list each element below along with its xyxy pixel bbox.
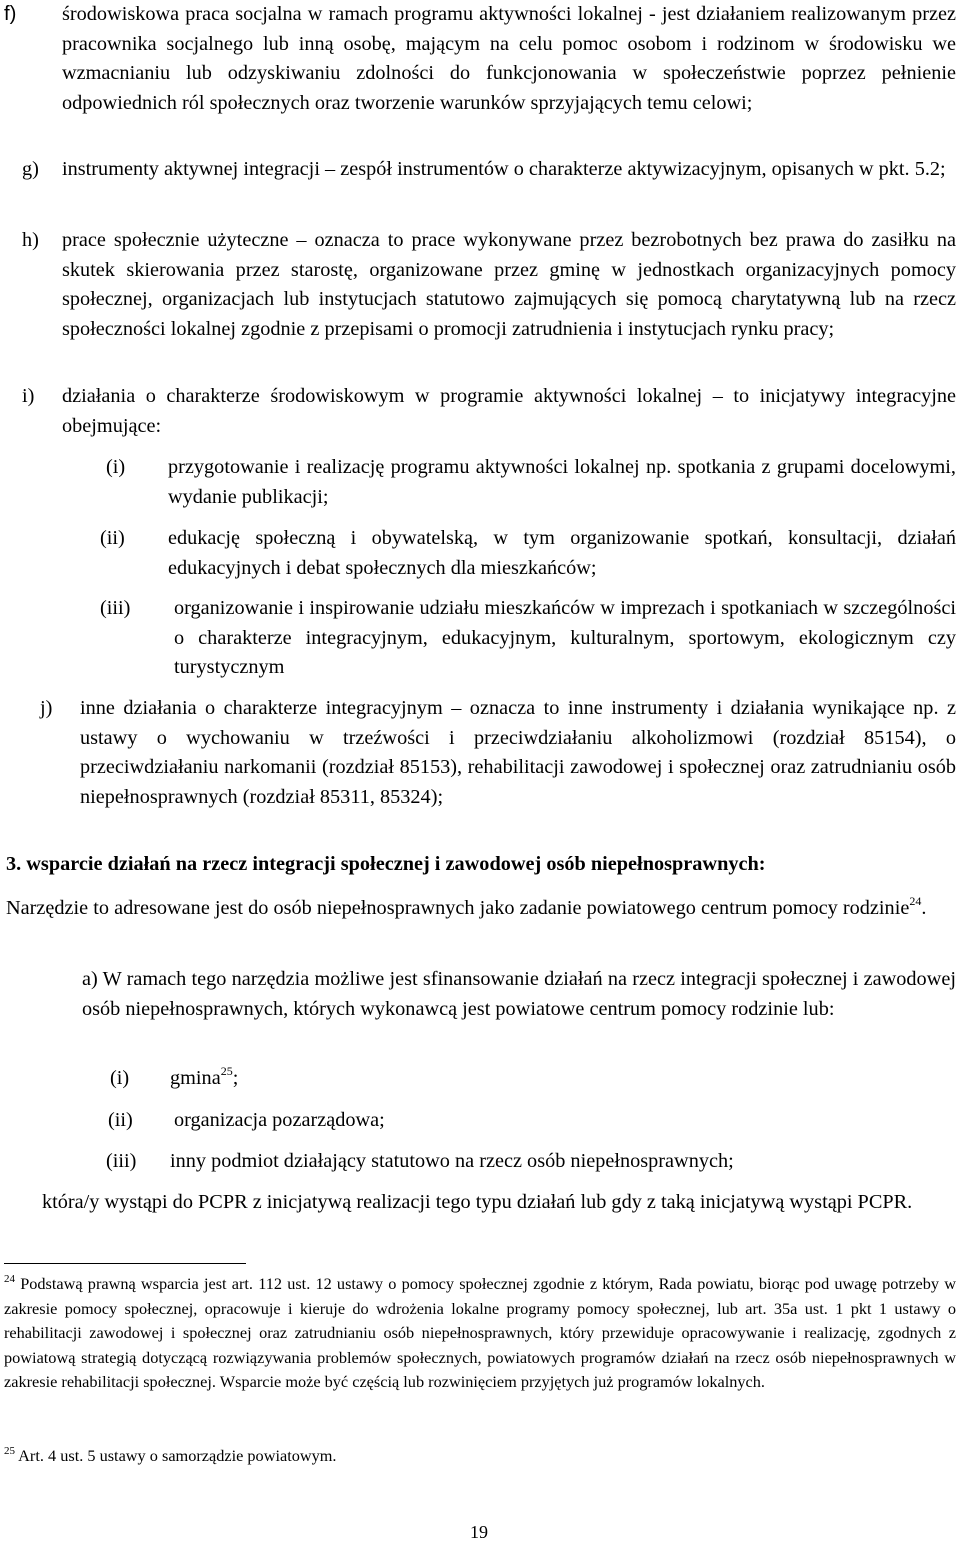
item-g-label: g) [22, 158, 39, 180]
section-3-intro [6, 894, 956, 924]
footnote-24 [4, 1272, 956, 1395]
item-i-label: i) [22, 385, 35, 407]
footnote-ref-24: 24 [909, 894, 922, 908]
item-f-text: środowiskowa praca socjalna w ramach programu aktywności lokalnej - jest działaniem realizowanym przez pracownika socjalnego lub inną osobę, mającym na celu pomoc osobom i rodzinom w środowisku we wzmacnianiu lub odzyskiwaniu zdolności do funkcjonowania w społeczeństwie poprzez pełnienie odpowiednich ról społecznych oraz tworzenie warunków sprzyjających temu celowi; [62, 3, 956, 114]
item-i-sub2-text: edukację społeczną i obywatelską, w tym organizowanie spotkań, konsultacji, działań edukacyjnych i debat społecznych dla mieszkańców; [168, 527, 956, 579]
option-1-body: gmina [170, 1067, 221, 1089]
footnote-25 [4, 1444, 956, 1469]
footnote-ref-25: 25 [220, 1064, 233, 1078]
item-i-sub3-text: organizowanie i inspirowanie udziału mieszkańców w imprezach i spotkaniach w szczególności o charakterze integracyjnym, edukacyjnym, kulturalnym, sportowym, ekologicznym czy turystycznym [174, 597, 956, 678]
item-i-sub2-label: (ii) [100, 527, 125, 549]
footnote-25-text: Art. 4 ust. 5 ustawy o samorządzie powiatowym. [18, 1446, 337, 1465]
item-j-text: inne działania o charakterze integracyjnym – oznacza to inne instrumenty i działania wynikające np. z ustawy o wychowaniu w trzeźwości i przeciwdziałaniu alkoholizmowi (rozdział 85154), o przeciwdziałaniu narkomanii (rozdział 85153), rehabilitacji zawodowej i społecznej oraz zatrudnianiu osób niepełnosprawnych (rozdział 85311, 85324); [80, 697, 956, 808]
item-i-sub1-label: (i) [106, 456, 126, 478]
section-3-intro-text: Narzędzie to adresowane jest do osób niepełnosprawnych jako zadanie powiatowego centrum pomocy rodzinie [6, 897, 910, 919]
option-1-end: ; [232, 1067, 239, 1089]
item-f-label: f) [4, 3, 17, 25]
section-3-closing: która/y wystąpi do PCPR z inicjatywą realizacji tego typu działań lub gdy z taką inicjatywą wystąpi PCPR. [42, 1191, 913, 1213]
item-j-label: j) [40, 697, 53, 719]
item-h-text: prace społecznie użyteczne – oznacza to prace wykonywane przez bezrobotnych bez prawa do zasiłku na skutek skierowania przez starostę, organizowane przez gminę w jednostkach organizacyjnych pomocy społecznej, organizacjach lub instytucjach statutowo zajmujących się pomocą charytatywną lub na rzecz społeczności lokalnej zgodnie z przepisami o promocji zatrudnienia i instytucjach rynku pracy; [62, 229, 956, 340]
item-i-sub1-text: przygotowanie i realizację programu aktywności lokalnej np. spotkania z grupami docelowymi, wydanie publikacji; [168, 456, 956, 508]
section-3-intro-end: . [921, 897, 927, 919]
option-3-label: (iii) [106, 1150, 137, 1172]
option-3-text: inny podmiot działający statutowo na rzecz osób niepełnosprawnych; [170, 1150, 734, 1172]
item-i-sub3-label: (iii) [100, 597, 131, 619]
section-3-a-body: a) W ramach tego narzędzia możliwe jest sfinansowanie działań na rzecz integracji społecznej i zawodowej osób niepełnosprawnych, których wykonawcą jest powiatowe centrum pomocy rodzinie lub: [82, 968, 956, 1020]
section-3-a-text [82, 965, 956, 1024]
item-g-text: instrumenty aktywnej integracji – zespół instrumentów o charakterze aktywizacyjnym, opisanych w pkt. 5.2; [62, 158, 946, 180]
section-3-heading: 3. wsparcie działań na rzecz integracji społecznej i zawodowej osób niepełnosprawnych: [6, 853, 766, 875]
item-i-text: działania o charakterze środowiskowym w programie aktywności lokalnej – to inicjatywy integracyjne obejmujące: [62, 385, 956, 437]
option-2-label: (ii) [108, 1109, 133, 1131]
footnote-separator [4, 1263, 246, 1264]
option-1-text [170, 1064, 238, 1094]
option-2-text: organizacja pozarządowa; [174, 1109, 385, 1131]
item-h-label: h) [22, 229, 39, 251]
option-1-label: (i) [110, 1067, 130, 1089]
footnote-25-number: 25 [4, 1445, 15, 1457]
footnote-24-text: Podstawą prawną wsparcia jest art. 112 ust. 12 ustawy o pomocy społecznej zgodnie z którym, Rada powiatu, biorąc pod uwagę potrzeby w zakresie pomocy społecznej, opracowuje i kieruje do wdrożenia lokalne programy pomocy społecznej, lub art. 35a ust. 1 pkt 1 ustawy o rehabilitacji zawodowej i społecznej oraz zatrudnianiu osób niepełnosprawnych, który przewiduje opracowywanie i realizację, zgodnych z powiatową strategią dotyczącą rozwiązywania problemów społecznych, powiatowych programów działań na rzecz osób niepełnosprawnych w zakresie rehabilitacji społecznej. Wsparcie może być częścią lub rozwinięciem przyjętych już programów lokalnych. [4, 1274, 956, 1392]
footnote-24-number: 24 [4, 1273, 15, 1285]
page-number: 19 [470, 1522, 488, 1542]
